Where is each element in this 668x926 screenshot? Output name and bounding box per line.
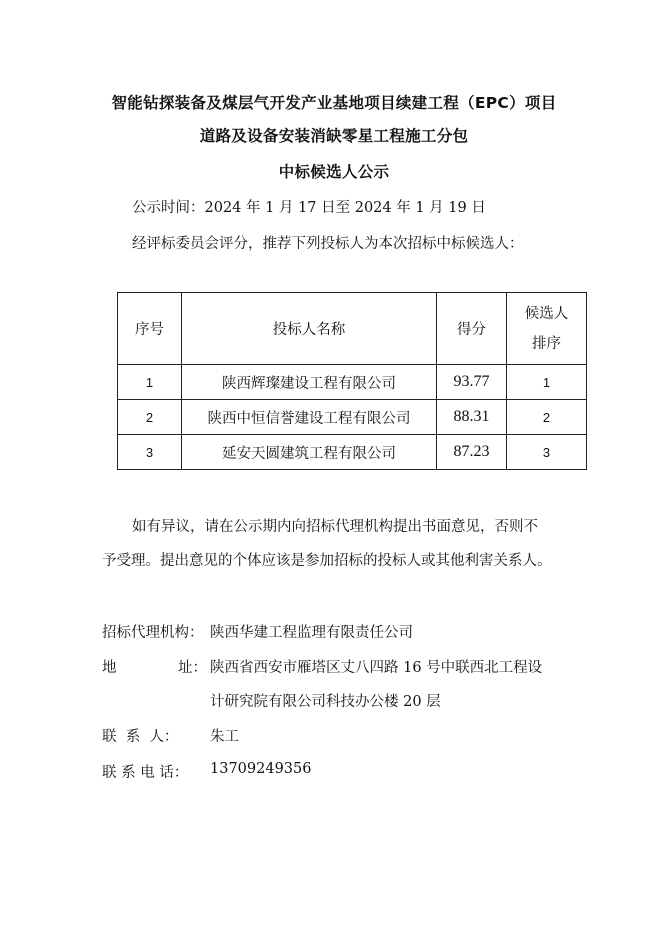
row-rank: 2 (507, 400, 587, 435)
row-score: 88.31 (437, 400, 507, 435)
document-title-line-2: 道路及设备安装消缺零星工程施工分包 (199, 127, 469, 145)
objection-line-2: 予受理。提出意见的个体应该是参加招标的投标人或其他利害关系人。 (102, 553, 552, 569)
row-bidder-name: 陕西中恒信誉建设工程有限公司 (182, 400, 437, 435)
header-index: 序号 (118, 293, 182, 365)
header-rank (507, 293, 587, 365)
header-score: 得分 (437, 293, 507, 365)
agency-value: 陕西华建工程监理有限责任公司 (210, 625, 413, 641)
row-bidder-name: 延安天圆建筑工程有限公司 (182, 435, 437, 470)
address-line-1: 陕西省西安市雁塔区丈八四路 16 号中联西北工程设 (210, 660, 543, 676)
document-title-line-3: 中标候选人公示 (278, 163, 390, 181)
row-score: 87.23 (437, 435, 507, 470)
row-rank: 3 (507, 435, 587, 470)
row-index: 1 (118, 365, 182, 400)
address-label-left: 地 (102, 660, 117, 676)
phone-label: 联 系 电 话： (102, 765, 189, 781)
row-score: 93.77 (437, 365, 507, 400)
header-name: 投标人名称 (182, 293, 437, 365)
intro-text: 经评标委员会评分，推荐下列投标人为本次招标中标候选人： (132, 236, 524, 252)
header-rank-line-1: 候选人 (524, 305, 569, 322)
table-header-row (118, 293, 587, 365)
table-row (118, 365, 587, 400)
objection-line-1: 如有异议，请在公示期内向招标代理机构提出书面意见，否则不 (132, 519, 538, 535)
notice-period: 公示时间：2024 年 1 月 17 日至 2024 年 1 月 19 日 (132, 200, 486, 216)
candidates-table (117, 292, 587, 470)
contact-value: 朱工 (210, 729, 239, 745)
document-title-line-1: 智能钻探装备及煤层气开发产业基地项目续建工程（EPC）项目 (111, 94, 557, 112)
phone-value: 13709249356 (210, 761, 312, 777)
address-line-2: 计研究院有限公司科技办公楼 20 层 (210, 694, 441, 710)
header-rank-line-2: 排序 (532, 335, 561, 352)
address-label-right: 址： (178, 660, 207, 676)
row-bidder-name: 陕西辉璨建设工程有限公司 (182, 365, 437, 400)
row-index: 2 (118, 400, 182, 435)
table-row (118, 435, 587, 470)
table-row (118, 400, 587, 435)
row-index: 3 (118, 435, 182, 470)
contact-label: 联 系 人： (102, 729, 179, 745)
row-rank: 1 (507, 365, 587, 400)
agency-label: 招标代理机构： (102, 625, 204, 641)
